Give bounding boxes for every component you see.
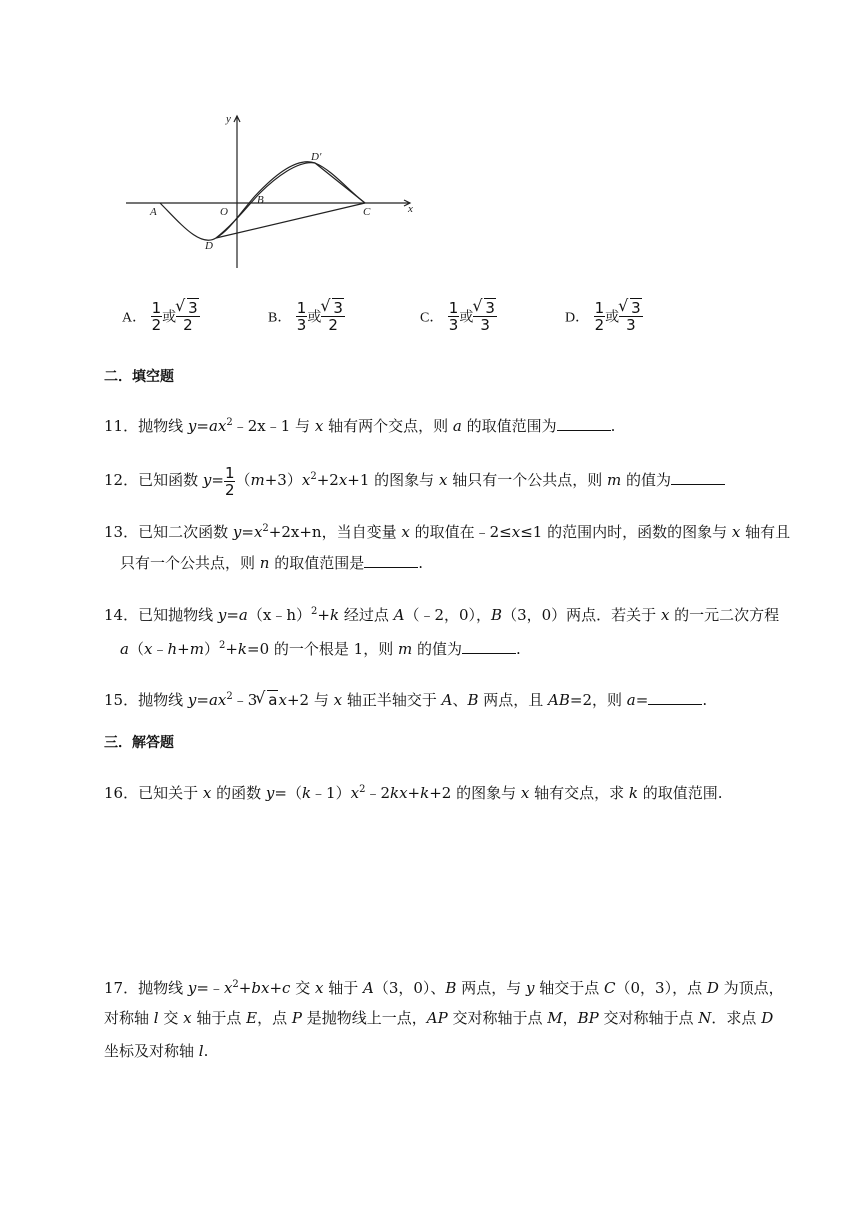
sqrt-a: √ a [257,690,278,710]
fraction: $\frac{1}{2}$ [151,299,162,334]
label-o: O [220,206,228,218]
segment-dpc [315,163,365,203]
fraction: $\frac{1}{2}$ [594,299,605,334]
option-a[interactable]: A． $\frac{1}{2}$ 或 √ $\frac{3}{2}$ [122,300,200,333]
option-c[interactable]: C． $\frac{1}{3}$ 或 √ $\frac{3}{3}$ [420,300,497,333]
answer-blank[interactable] [671,472,725,485]
question-15: 15．抛物线 $y=ax^2﹣3√$ ax+2 与 x 轴正半轴交于 A、B 两点，且 AB=2，则 a= . [104,687,707,710]
section-title-fill-in: 二．填空题 [104,369,174,385]
fraction-one-half: $\frac{1}{2}$ [224,463,235,499]
sqrt-fraction: √ $\frac{3}{2}$ [176,300,200,333]
parabola-figure [120,108,420,273]
question-12: 12．已知函数 y= $\frac{1}{2}$ $(m+3)x^2+2x+1$ 的图象与 x 轴只有一个公共点，则 m 的值为 [104,462,725,498]
question-17-line-1: 17．抛物线 $y=﹣x^2+bx+c$ 交 x 轴于 A（3，0）、B 两点，与 y 轴交于点 C（0，3），点 D 为顶点， [104,979,784,997]
answer-blank[interactable] [462,641,516,654]
option-letter: B． [268,310,292,326]
segment-dc [216,203,365,238]
option-letter: C． [420,310,444,326]
question-14-line-2: a（x﹣h+m）$^2$+k=0 的一个根是 1，则 m 的值为 . [120,640,521,658]
option-letter: A． [122,310,147,326]
label-d-prime: D′ [311,151,322,163]
section-title-solutions: 三．解答题 [104,735,174,751]
question-13-line-1: 13．已知二次函数 $y=x^2+2x+n$，当自变量 x 的取值在﹣2≤x≤1 的范围内时，函数的图象与 x 轴有且 [104,523,791,541]
sqrt-fraction: √ $\frac{3}{3}$ [473,300,497,333]
label-a: A [150,206,157,218]
label-y: y [226,113,231,125]
fraction: $\frac{1}{3}$ [296,299,307,334]
label-c: C [363,206,371,218]
question-14-line-1: 14．已知抛物线 y=a（x﹣h）$^2$+k 经过点 A（﹣2，0），B（3，0）两点．若关于 x 的一元二次方程 [104,606,780,624]
answer-blank[interactable] [648,692,702,705]
label-x: x [408,203,413,215]
question-16: 16．已知关于 x 的函数 $y=(k﹣1)x^2﹣2kx+k+2$ 的图象与 x 轴有交点，求 k 的取值范围. [104,784,723,802]
question-17-line-3: 坐标及对称轴 l. [104,1042,209,1060]
question-11: 11．抛物线 $y=ax^2﹣2x﹣1$ 与 x 轴有两个交点，则 a 的取值范围为 . [104,417,616,435]
question-13-line-2: 只有一个公共点，则 n 的取值范围是 . [120,554,424,572]
sqrt-fraction: √ $\frac{3}{2}$ [321,300,345,333]
question-17-line-2: 对称轴 l 交 x 轴于点 E，点 P 是抛物线上一点，AP 交对称轴于点 M，BP 交对称轴于点 N．求点 D [104,1009,774,1027]
sqrt-fraction: √ $\frac{3}{3}$ [619,300,643,333]
option-d[interactable]: D． $\frac{1}{2}$ 或 √ $\frac{3}{3}$ [565,300,643,333]
answer-blank[interactable] [557,418,611,431]
label-b: B [257,194,264,206]
option-letter: D． [565,310,590,326]
answer-blank[interactable] [364,555,418,568]
option-b[interactable]: B． $\frac{1}{3}$ 或 √ $\frac{3}{2}$ [268,300,345,333]
label-d: D [205,240,213,252]
fraction: $\frac{1}{3}$ [448,299,459,334]
